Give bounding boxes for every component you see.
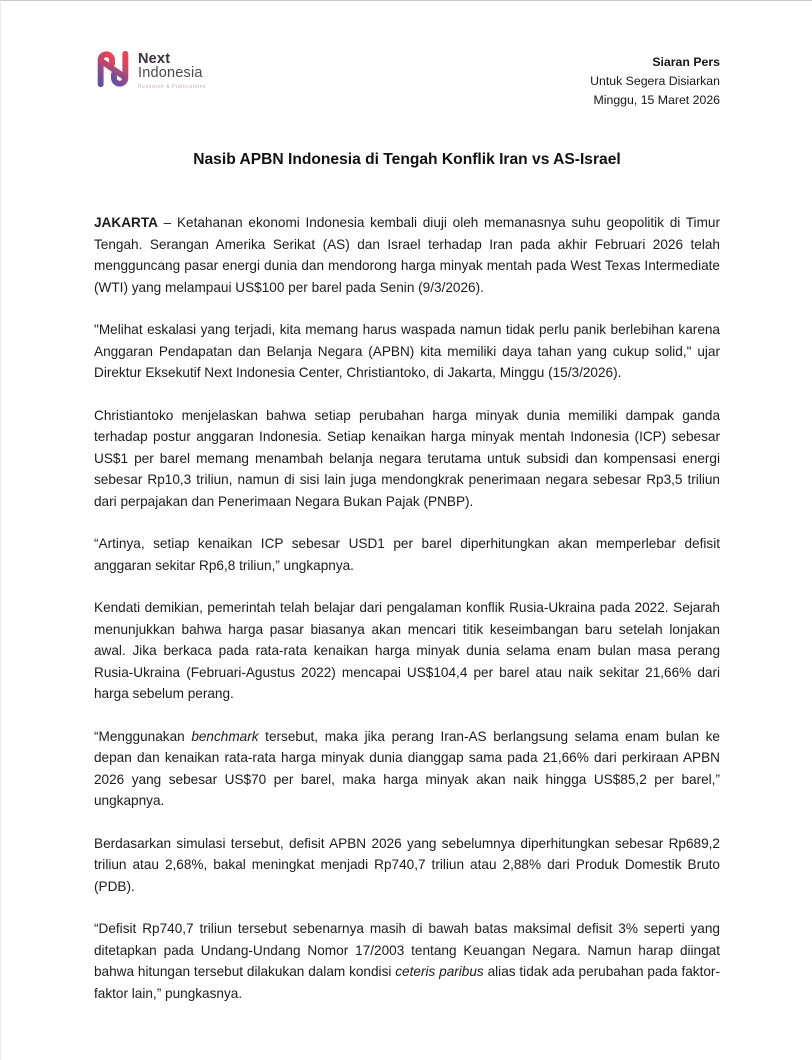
brand-name-line2: Indonesia [138,65,203,81]
release-type-label: Siaran Pers [652,55,720,69]
body-paragraph [94,833,720,898]
body-paragraph [94,726,720,812]
text-run: "Melihat eskalasi yang terjadi, kita memang harus waspada namun tidak perlu panik berlebihan karena Anggaran Pendapatan dan Belanja Negara (APBN) kita memiliki daya tahan yang cukup solid," ujar Direktur Eksekutif Next Indonesia Center, Christiantoko, di Jakarta, Minggu (15/3/2026). [94,322,720,380]
body-paragraph [94,405,720,513]
text-run: “Defisit Rp740,7 triliun tersebut sebenarnya masih di bawah batas maksimal defisit 3% seperti yang ditetapkan pada Undang-Undang Nomor 17/2003 tentang Keuangan Negara. Namun harap diingat bahwa hitungan tersebut dilakukan dalam kondisi [94,921,720,979]
text-run: Kendati demikian, pemerintah telah belajar dari pengalaman konflik Rusia-Ukraina pada 2022. Sejarah menunjukkan bahwa harga pasar biasanya akan mencari titik keseimbangan baru setelah lonjakan awal. Jika berkaca pada rata-rata kenaikan harga minyak dunia selama enam bulan masa perang Rusia-Ukraina (Februari-Agustus 2022) mencapai US$104,4 per barel atau naik sekitar 21,66% dari harga sebelum perang. [94,600,720,701]
text-run: JAKARTA [94,215,158,230]
body-paragraph [94,212,720,298]
brand-tagline: Research & Publications [138,84,207,90]
text-run: alias tidak ada perubahan pada faktor-faktor lain,” pungkasnya. [94,964,720,1001]
text-run: benchmark [191,728,259,744]
text-run: tersebut, maka jika perang Iran-AS berlangsung selama enam bulan ke depan dan kenaikan rata-rata harga minyak dunia dianggap sama pada 21,66% dari perkiraan APBN 2026 yang sebesar US$70 per barel, maka harga minyak akan naik hingga US$85,2 per barel,” ungkapnya. [94,728,720,808]
body-paragraph [94,319,720,384]
text-run: – Ketahanan ekonomi Indonesia kembali diuji oleh memanasnya suhu geopolitik di Timur Tengah. Serangan Amerika Serikat (AS) dan Israel terhadap Iran pada akhir Februari 2026 telah mengguncang pasar energi dunia dan mendorong harga minyak mentah pada West Texas Intermediate (WTI) yang melampaui US$100 per barel pada Senin (9/3/2026). [94,215,720,295]
release-date: Minggu, 15 Maret 2026 [593,93,720,107]
body-paragraph [94,597,720,705]
next-indonesia-logo [94,47,206,91]
brand-name-line1: Next [138,51,171,67]
document-page [1,1,812,1060]
text-run: “Menggunakan [94,728,192,744]
page-header [94,47,720,110]
text-run: Christiantoko menjelaskan bahwa setiap perubahan harga minyak dunia memiliki dampak ganda terhadap postur anggaran Indonesia. Setiap kenaikan harga minyak mentah Indonesia (ICP) sebesar US$1 per barel memang menambah belanja negara terutama untuk subsidi dan kompensasi energi sebesar Rp10,3 triliun, namun di sisi lain juga mendongkrak penerimaan negara sebesar Rp3,5 triliun dari perpajakan dan Penerimaan Negara Bukan Pajak (PNBP). [94,407,720,509]
text-run: ceteris paribus [395,964,484,979]
text-run: Berdasarkan simulasi tersebut, defisit APBN 2026 yang sebelumnya diperhitungkan sebesar Rp689,2 triliun atau 2,68%, bakal meningkat menjadi Rp740,7 triliun atau 2,88% dari Produk Domestik Bruto (PDB). [94,835,720,894]
release-instruction: Untuk Segera Disiarkan [590,74,720,88]
next-indonesia-logo-icon [94,47,132,91]
article-body [94,212,720,1004]
body-paragraph [94,918,720,1004]
text-run: “Artinya, setiap kenaikan ICP sebesar USD1 per barel diperhitungkan akan memperlebar defisit anggaran sekitar Rp6,8 triliun,” ungkapnya. [94,536,720,573]
brand-text [138,47,206,90]
article-title: Nasib APBN Indonesia di Tengah Konflik Iran vs AS-Israel [193,151,621,168]
release-meta [590,47,720,110]
body-paragraph [94,533,720,576]
